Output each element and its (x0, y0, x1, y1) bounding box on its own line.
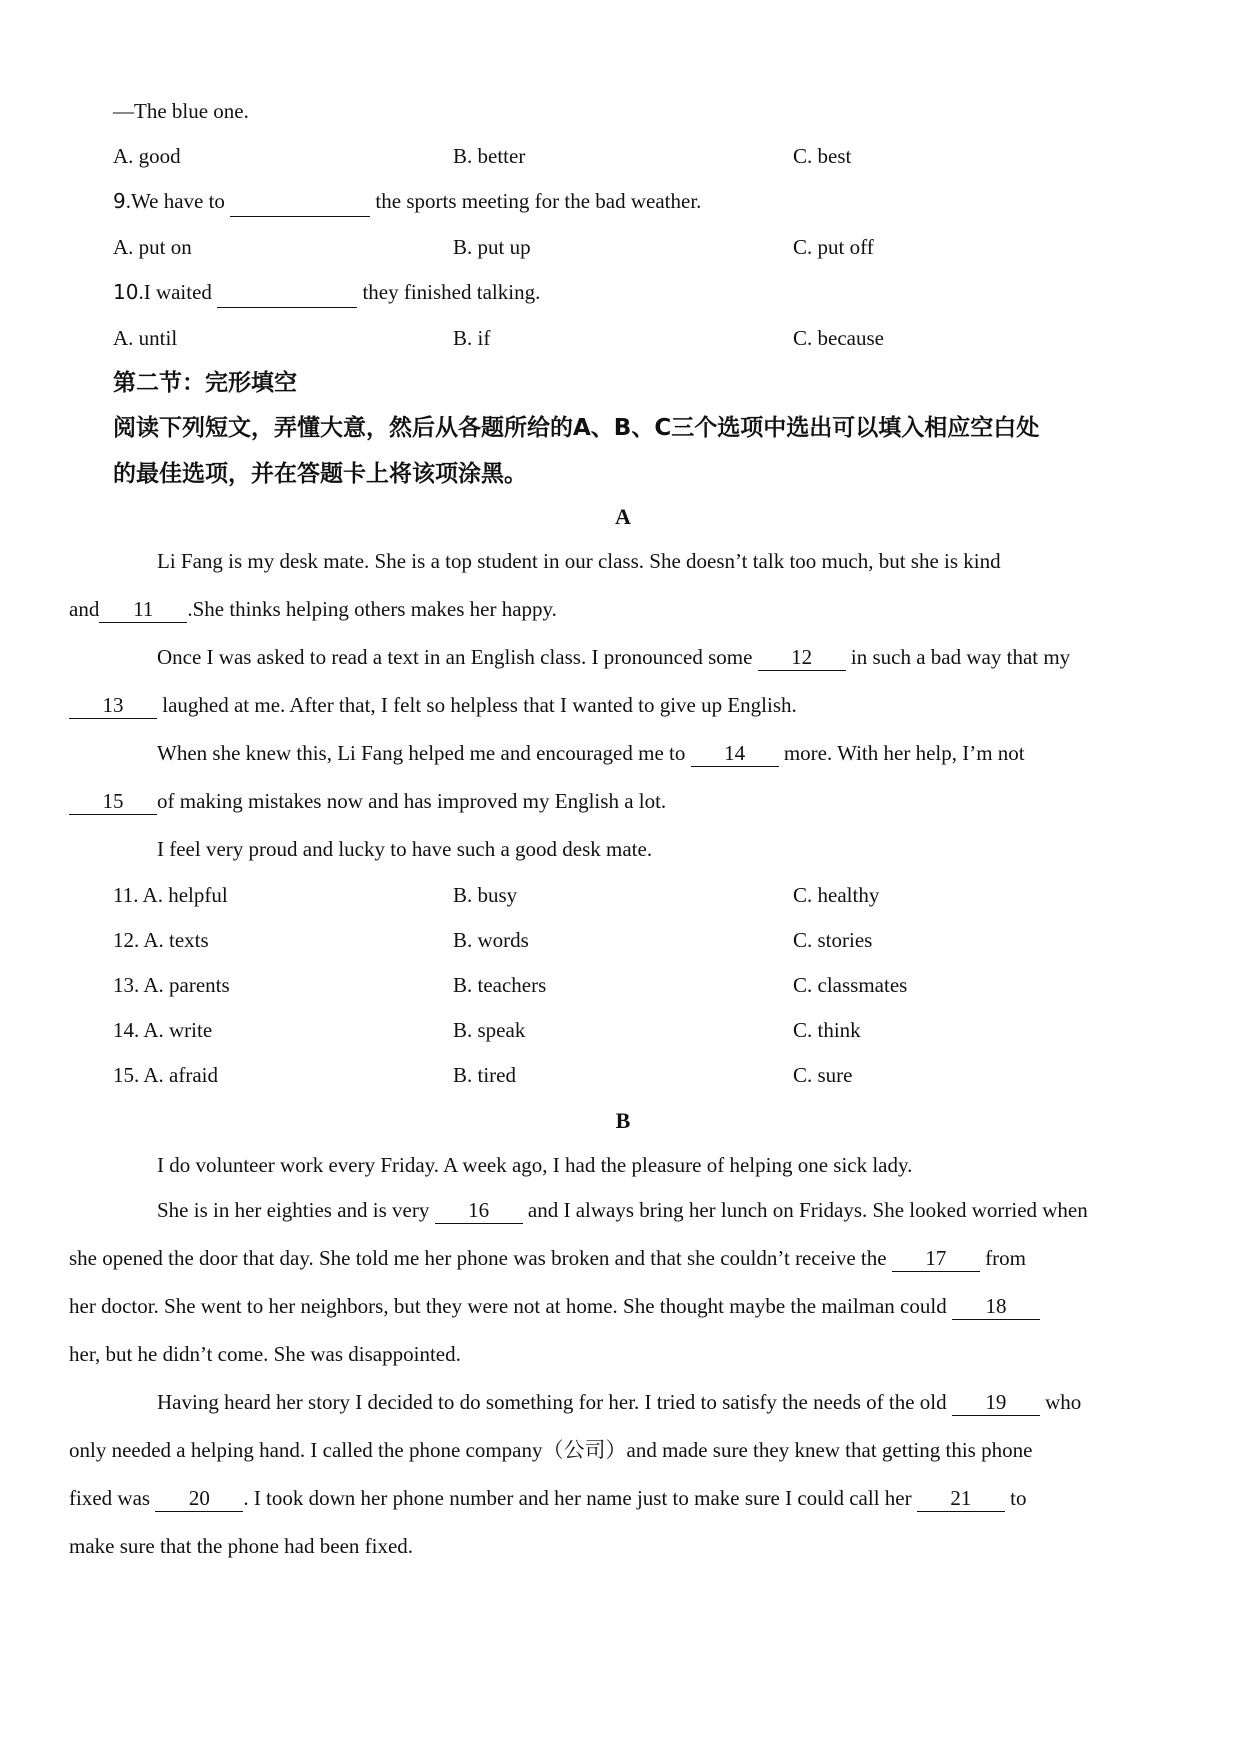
blank-19: 19 (952, 1389, 1040, 1416)
q13-option-a: 13. A. parents (113, 973, 230, 997)
passage-b-p2-line1-tail: and I always bring her lunch on Fridays. She looked worried when (522, 1198, 1088, 1222)
q9-option-a: A. put on (113, 235, 192, 259)
q10-before: .I waited (138, 280, 212, 304)
passage-a-options (113, 873, 1133, 1098)
q9-option-c: C. put off (793, 235, 874, 259)
q10-option-c: C. because (793, 326, 884, 350)
q10-options (113, 323, 1133, 353)
passage-b-p2-line4: her, but he didn’t come. She was disappointed. (69, 1342, 461, 1366)
passage-a-p3-text: When she knew this, Li Fang helped me and encouraged me to (157, 741, 691, 765)
blank-21: 21 (917, 1485, 1005, 1512)
q11-options (113, 873, 1133, 918)
q12-option-b: B. words (453, 928, 529, 952)
passage-a-p2-text: Once I was asked to read a text in an English class. I pronounced some (157, 645, 758, 669)
q9-number: 9 (113, 189, 126, 213)
passage-a-p1-text: Li Fang is my desk mate. She is a top student in our class. She doesn’t talk too much, but she is kind (157, 549, 1001, 573)
instructions-line-1: 阅读下列短文，弄懂大意，然后从各题所给的A、B、C三个选项中选出可以填入相应空白处 (113, 415, 1040, 441)
instructions-line-2: 的最佳选项，并在答题卡上将该项涂黑。 (113, 461, 527, 487)
q9-options (113, 232, 1133, 262)
passage-b-p2-line2-tail: from (979, 1246, 1026, 1270)
q12-options (113, 918, 1133, 963)
q8-option-a: A. good (113, 144, 181, 168)
q9-before: .We have to (125, 189, 225, 213)
q15-options (113, 1053, 1133, 1098)
q9-option-b: B. put up (453, 235, 531, 259)
passage-b-p3-line2: only needed a helping hand. I called the phone company（公司）and made sure they knew that getting this phone (69, 1438, 1033, 1462)
q9-after: the sports meeting for the bad weather. (370, 189, 702, 213)
q9-stem (113, 186, 1133, 217)
q14-options (113, 1008, 1133, 1053)
q8-option-c: C. best (793, 144, 852, 168)
q10-option-b: B. if (453, 326, 491, 350)
q11-option-b: B. busy (453, 883, 518, 907)
passage-b-p3-line4: make sure that the phone had been fixed. (69, 1534, 414, 1558)
q10-option-a: A. until (113, 326, 178, 350)
passage-b-p1: I do volunteer work every Friday. A week ago, I had the pleasure of helping one sick lady. (157, 1153, 913, 1177)
passage-b-p2-line2: she opened the door that day. She told me her phone was broken and that she couldn’t receive the (69, 1246, 892, 1270)
passage-a-p3-mid: more. With her help, I’m not (778, 741, 1025, 765)
q15-option-c: C. sure (793, 1063, 853, 1087)
q8-options (113, 141, 1133, 171)
q15-option-a: 15. A. afraid (113, 1063, 218, 1087)
blank-14: 14 (691, 740, 779, 767)
passage-b-p3-line3-tail: to (1004, 1486, 1027, 1510)
q12-option-a: 12. A. texts (113, 928, 209, 952)
q9-blank (230, 186, 370, 217)
blank-18: 18 (952, 1293, 1040, 1320)
blank-20: 20 (155, 1485, 243, 1512)
q14-option-c: C. think (793, 1018, 861, 1042)
passage-b-p2 (69, 1186, 1133, 1378)
q14-option-b: B. speak (453, 1018, 526, 1042)
passage-a (69, 537, 1133, 873)
q10-after: they finished talking. (357, 280, 541, 304)
q10-blank (217, 277, 357, 308)
blank-13: 13 (69, 692, 157, 719)
exam-page (69, 96, 1133, 1570)
blank-16: 16 (435, 1197, 523, 1224)
passage-b-p3 (69, 1378, 1133, 1570)
passage-a-p1-tail: .She thinks helping others makes her happy. (187, 597, 557, 621)
blank-11: 11 (99, 596, 187, 623)
q10-stem (113, 277, 1133, 308)
passage-b-p2-line3: her doctor. She went to her neighbors, but they were not at home. She thought maybe the mailman could (69, 1294, 952, 1318)
passage-a-p2-tail: laughed at me. After that, I felt so helpless that I wanted to give up English. (157, 693, 797, 717)
passage-a-p2 (102, 633, 1133, 729)
section-title: 第二节：完形填空 (113, 370, 297, 396)
passage-b (69, 1144, 1133, 1570)
q13-options (113, 963, 1133, 1008)
passage-a-p1-and: and (69, 597, 100, 621)
q14-option-a: 14. A. write (113, 1018, 213, 1042)
passage-a-p4: I feel very proud and lucky to have such a good desk mate. (157, 837, 653, 861)
q13-option-c: C. classmates (793, 973, 908, 997)
passage-a-p3-tail: of making mistakes now and has improved my English a lot. (157, 789, 667, 813)
q8-option-b: B. better (453, 144, 526, 168)
q11-option-a: 11. A. helpful (113, 883, 228, 907)
passage-a-p3 (102, 729, 1133, 825)
q10-number: 10 (113, 280, 139, 304)
blank-17: 17 (892, 1245, 980, 1272)
passage-a-p2-mid: in such a bad way that my (845, 645, 1071, 669)
passage-b-p3-line1-tail: who (1039, 1390, 1082, 1414)
passage-b-p3-line3-mid: . I took down her phone number and her name just to make sure I could call her (243, 1486, 917, 1510)
q12-option-c: C. stories (793, 928, 873, 952)
passage-b-title: B (615, 1108, 631, 1133)
passage-a-p1 (69, 537, 1133, 633)
q13-option-b: B. teachers (453, 973, 547, 997)
passage-a-title: A (615, 504, 631, 529)
q8-answer-line: —The blue one. (113, 99, 249, 123)
q11-option-c: C. healthy (793, 883, 880, 907)
passage-b-p3-line1: Having heard her story I decided to do something for her. I tried to satisfy the needs of the old (157, 1390, 952, 1414)
passage-b-p3-line3: fixed was (69, 1486, 156, 1510)
blank-12: 12 (758, 644, 846, 671)
blank-15: 15 (69, 788, 157, 815)
q15-option-b: B. tired (453, 1063, 516, 1087)
passage-b-p2-line1: She is in her eighties and is very (157, 1198, 435, 1222)
